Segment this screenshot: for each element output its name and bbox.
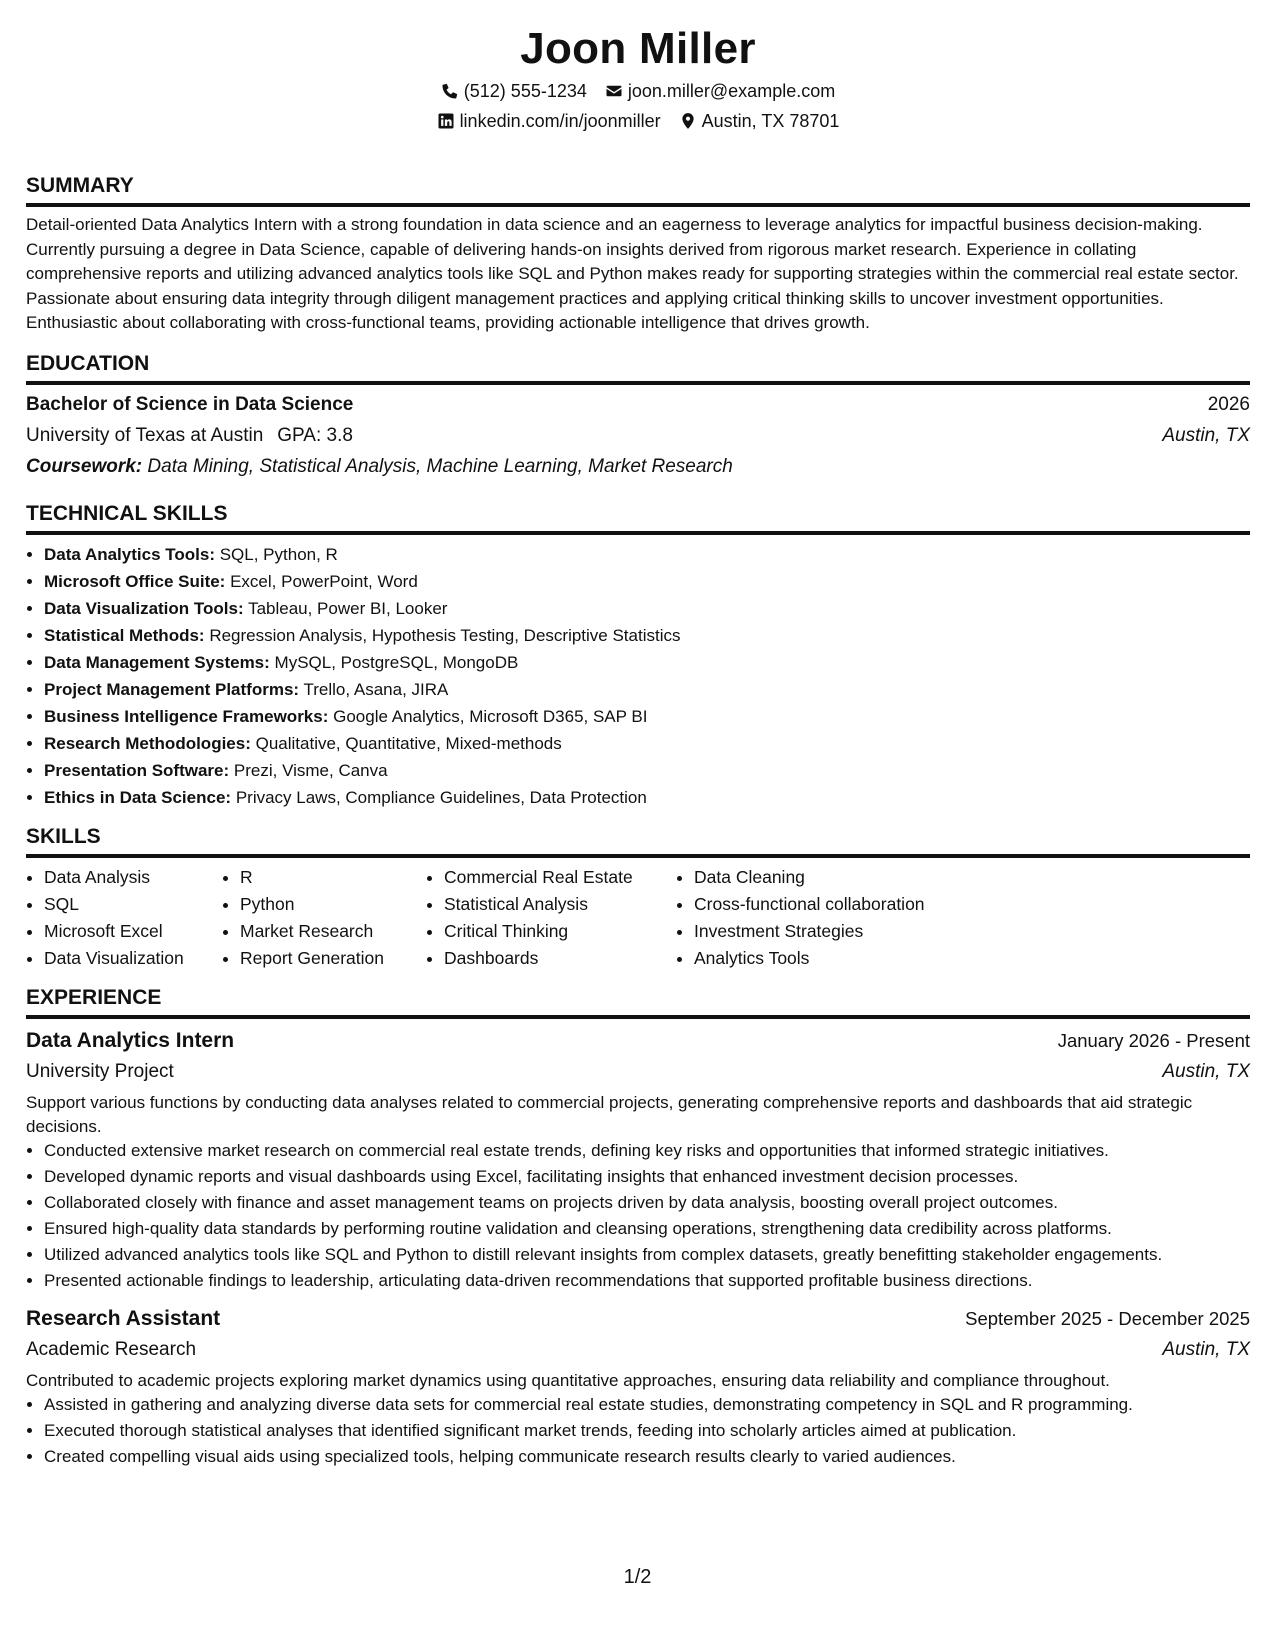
experience-section — [26, 984, 1250, 1469]
list-item: • Data Visualization — [44, 945, 222, 972]
linkedin-contact[interactable] — [437, 106, 661, 136]
linkedin-icon — [437, 112, 455, 130]
list-item: • Statistical Methods: Regression Analysis, Hypothesis Testing, Descriptive Statistics — [44, 622, 1250, 649]
resume-page — [26, 22, 1250, 1471]
skills-section — [26, 823, 1250, 972]
envelope-icon — [605, 82, 623, 100]
list-item: • Project Management Platforms: Trello, Asana, JIRA — [44, 676, 1250, 703]
job-description: Support various functions by conducting data analyses related to commercial projects, generating comprehensive reports and dashboards that aid strategic decisions. — [26, 1092, 1193, 1136]
candidate-name: Joon Miller — [520, 24, 756, 73]
list-item: • Utilized advanced analytics tools like SQL and Python to distill relevant insights from complex datasets, greatly benefitting stakeholder engagements. — [44, 1243, 1250, 1267]
job-location: Austin, TX — [1162, 1338, 1250, 1360]
contact-row-1 — [26, 76, 1250, 106]
location-text: Austin, TX 78701 — [701, 111, 840, 131]
list-item: • SQL — [44, 891, 222, 918]
job-title: Research Assistant — [26, 1306, 221, 1330]
phone-number: (512) 555-1234 — [463, 81, 587, 101]
list-item: • Data Visualization Tools: Tableau, Power BI, Looker — [44, 595, 1250, 622]
list-item: • Analytics Tools — [694, 945, 994, 972]
job-entry — [26, 1303, 1250, 1469]
job-description: Contributed to academic projects exploring market dynamics using quantitative approaches, ensuring data reliability and compliance throughout. — [26, 1370, 1110, 1390]
school-location: Austin, TX — [1162, 424, 1250, 446]
location-contact — [679, 106, 840, 136]
list-item: • Critical Thinking — [444, 918, 676, 945]
list-item: • Ensured high-quality data standards by performing routine validation and cleansing operations, strengthening data credibility across platforms. — [44, 1217, 1250, 1241]
job-dates: September 2025 - December 2025 — [965, 1307, 1250, 1329]
skills-column-2 — [222, 864, 426, 972]
map-pin-icon — [679, 112, 697, 130]
list-item: • Cross-functional collaboration — [694, 891, 994, 918]
job-bullets — [26, 1139, 1250, 1293]
page-number: 1/2 — [623, 1566, 652, 1588]
job-organization: Academic Research — [26, 1338, 197, 1360]
list-item: • Microsoft Excel — [44, 918, 222, 945]
skills-column-1 — [26, 864, 222, 972]
list-item: • Assisted in gathering and analyzing diverse data sets for commercial real estate studies, demonstrating competency in SQL and R programming. — [44, 1393, 1250, 1417]
list-item: • Presentation Software: Prezi, Visme, Canva — [44, 757, 1250, 784]
list-item: • Business Intelligence Frameworks: Google Analytics, Microsoft D365, SAP BI — [44, 703, 1250, 730]
job-title: Data Analytics Intern — [26, 1028, 235, 1052]
phone-contact — [441, 76, 587, 106]
technical-skills-list — [26, 541, 1250, 811]
list-item: • Dashboards — [444, 945, 676, 972]
list-item: • R — [240, 864, 426, 891]
list-item: • Data Analytics Tools: SQL, Python, R — [44, 541, 1250, 568]
list-item: • Research Methodologies: Qualitative, Quantitative, Mixed-methods — [44, 730, 1250, 757]
coursework-row — [26, 451, 1250, 482]
school-info — [26, 420, 353, 451]
list-item: • Data Analysis — [44, 864, 222, 891]
job-subheader — [26, 1335, 1250, 1365]
technical-skills-section — [26, 500, 1250, 811]
list-item: • Statistical Analysis — [444, 891, 676, 918]
coursework-label: Coursework: — [26, 455, 143, 477]
job-header — [26, 1303, 1250, 1335]
job-location: Austin, TX — [1162, 1060, 1250, 1082]
section-title-skills: SKILLS — [26, 823, 1250, 858]
job-organization: University Project — [26, 1060, 174, 1082]
education-degree-row — [26, 389, 1250, 420]
summary-section — [26, 172, 1250, 336]
list-item: • Ethics in Data Science: Privacy Laws, Compliance Guidelines, Data Protection — [44, 784, 1250, 811]
list-item: • Report Generation — [240, 945, 426, 972]
skills-column-4 — [676, 864, 994, 972]
job-dates: January 2026 - Present — [1057, 1029, 1250, 1051]
phone-icon — [441, 82, 459, 100]
degree-name: Bachelor of Science in Data Science — [26, 393, 354, 415]
school-name: University of Texas at Austin — [26, 424, 264, 446]
section-title-experience: EXPERIENCE — [26, 984, 1250, 1019]
list-item: • Market Research — [240, 918, 426, 945]
list-item: • Collaborated closely with finance and asset management teams on projects driven by data analysis, boosting overall project outcomes. — [44, 1191, 1250, 1215]
skills-column-3 — [426, 864, 676, 972]
summary-text: Detail-oriented Data Analytics Intern with a strong foundation in data science and an eagerness to leverage analytics for impactful business decision-making. Currently pursuing a degree in Data Science, capable of delivering hands-on insights derived from rigorous market research. Experience in collating comprehensive reports and utilizing advanced analytics tools like SQL and Python makes ready for supporting strategies within the commercial real estate sector. Passionate about ensuring data integrity through diligent management practices and applying critical thinking skills to uncover investment opportunities. Enthusiastic about collaborating with cross-functional teams, providing actionable intelligence that drives growth. — [26, 215, 1239, 332]
contact-row-2 — [26, 106, 1250, 136]
linkedin-url[interactable]: linkedin.com/in/joonmiller — [459, 111, 661, 131]
list-item: • Created compelling visual aids using specialized tools, helping communicate research results clearly to varied audiences. — [44, 1445, 1250, 1469]
education-school-row — [26, 420, 1250, 451]
section-title-summary: SUMMARY — [26, 172, 1250, 207]
skills-grid — [26, 864, 1250, 972]
graduation-year: 2026 — [1207, 393, 1250, 415]
coursework-list: Data Mining, Statistical Analysis, Machine Learning, Market Research — [147, 455, 733, 477]
gpa: GPA: 3.8 — [277, 424, 353, 446]
education-section — [26, 350, 1250, 482]
list-item: • Data Management Systems: MySQL, PostgreSQL, MongoDB — [44, 649, 1250, 676]
job-subheader — [26, 1057, 1250, 1087]
list-item: • Executed thorough statistical analyses that identified significant market trends, feeding into scholarly articles aimed at publication. — [44, 1419, 1250, 1443]
list-item: • Investment Strategies — [694, 918, 994, 945]
section-title-technical-skills: TECHNICAL SKILLS — [26, 500, 1250, 535]
list-item: • Conducted extensive market research on commercial real estate trends, defining key risks and opportunities that informed strategic initiatives. — [44, 1139, 1250, 1163]
job-header — [26, 1025, 1250, 1057]
list-item: • Microsoft Office Suite: Excel, PowerPoint, Word — [44, 568, 1250, 595]
list-item: • Data Cleaning — [694, 864, 994, 891]
job-entry — [26, 1025, 1250, 1293]
list-item: • Commercial Real Estate — [444, 864, 676, 891]
resume-header — [26, 22, 1250, 136]
list-item: • Presented actionable findings to leadership, articulating data-driven recommendations that supported profitable business directions. — [44, 1269, 1250, 1293]
list-item: • Developed dynamic reports and visual dashboards using Excel, facilitating insights that enhanced investment decision processes. — [44, 1165, 1250, 1189]
list-item: • Python — [240, 891, 426, 918]
email-address[interactable]: joon.miller@example.com — [627, 81, 836, 101]
section-title-education: EDUCATION — [26, 350, 1250, 385]
job-bullets — [26, 1393, 1250, 1469]
email-contact[interactable] — [605, 76, 835, 106]
